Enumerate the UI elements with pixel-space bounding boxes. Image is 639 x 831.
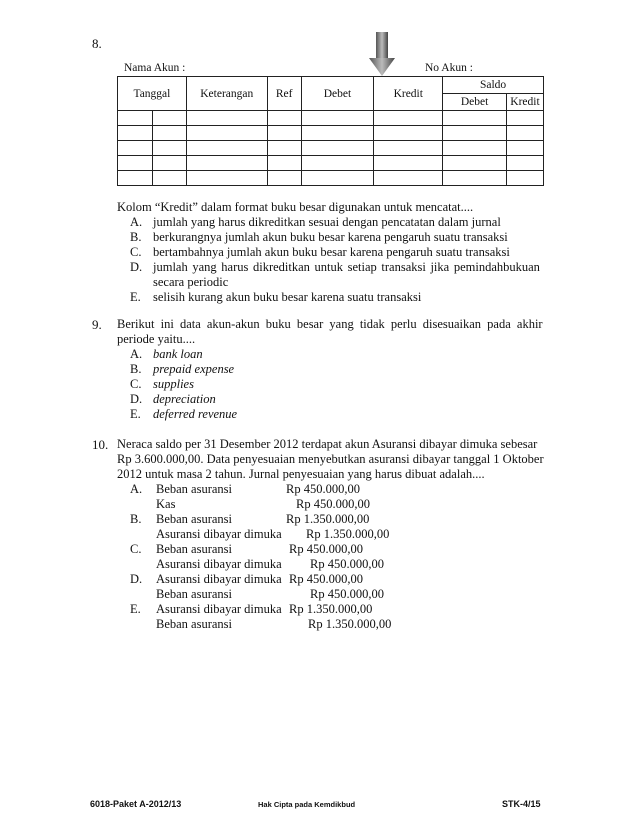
- table-row: [118, 156, 544, 171]
- q9-option-letter: B.: [130, 362, 142, 376]
- q9-option-letter: A.: [130, 347, 143, 361]
- header-ref: Ref: [267, 77, 301, 111]
- q10-e-account-1: Asuransi dibayar dimuka: [156, 602, 282, 616]
- q10-c-account-1: Beban asuransi: [156, 542, 233, 556]
- q9-option-b: prepaid expense: [153, 362, 235, 376]
- q10-c-amount-1: Rp 450.000,00: [289, 542, 363, 556]
- q10-option-letter: D.: [130, 572, 143, 586]
- table-row: [118, 126, 544, 141]
- q10-option-letter: E.: [130, 602, 141, 616]
- table-row: [118, 171, 544, 186]
- q8-option-b: berkurangnya jumlah akun buku besar karena pengaruh suatu transaksi: [153, 230, 508, 244]
- header-saldo-debet: Debet: [443, 94, 507, 111]
- header-keterangan: Keterangan: [186, 77, 267, 111]
- header-saldo-kredit: Kredit: [506, 94, 543, 111]
- question-10-number: 10.: [92, 437, 109, 452]
- table-row: [118, 111, 544, 126]
- q8-option-letter: B.: [130, 230, 142, 244]
- footer-right: STK-4/15: [502, 799, 541, 809]
- q9-option-e: deferred revenue: [153, 407, 238, 421]
- header-saldo: Saldo: [443, 77, 544, 94]
- q10-e-amount-1: Rp 1.350.000,00: [289, 602, 373, 616]
- q10-e-amount-2: Rp 1.350.000,00: [308, 617, 392, 631]
- ledger-table: [117, 76, 544, 186]
- q10-b-account-2: Asuransi dibayar dimuka: [156, 527, 282, 541]
- question-10-stem: Neraca saldo per 31 Desember 2012 terdapat akun Asuransi dibayar dimuka sebesar: [117, 437, 538, 451]
- q8-option-letter: D.: [130, 260, 143, 274]
- down-arrow-icon: [368, 32, 396, 78]
- q10-b-amount-2: Rp 1.350.000,00: [306, 527, 390, 541]
- q9-option-a: bank loan: [153, 347, 203, 361]
- nama-akun-label: Nama Akun :: [124, 62, 186, 74]
- question-8-stem: Kolom “Kredit” dalam format buku besar digunakan untuk mencatat....: [117, 200, 474, 214]
- question-9-number: 9.: [92, 317, 102, 332]
- header-kredit: Kredit: [374, 77, 443, 111]
- q10-e-account-2: Beban asuransi: [156, 617, 233, 631]
- q9-option-d: depreciation: [153, 392, 216, 406]
- q9-option-letter: D.: [130, 392, 143, 406]
- footer-left: 6018-Paket A-2012/13: [90, 799, 182, 809]
- no-akun-label: No Akun :: [425, 62, 473, 74]
- q10-d-amount-2: Rp 450.000,00: [310, 587, 384, 601]
- question-9-stem-cont: periode yaitu....: [117, 332, 196, 346]
- header-tanggal: Tanggal: [118, 77, 187, 111]
- q8-option-e: selisih kurang akun buku besar karena suatu transaksi: [153, 290, 422, 304]
- q10-option-letter: C.: [130, 542, 142, 556]
- q10-b-amount-1: Rp 1.350.000,00: [286, 512, 370, 526]
- q8-option-letter: A.: [130, 215, 143, 229]
- q8-option-letter: C.: [130, 245, 142, 259]
- q9-option-c: supplies: [153, 377, 194, 391]
- q10-b-account-1: Beban asuransi: [156, 512, 233, 526]
- q8-option-c: bertambahnya jumlah akun buku besar karena pengaruh suatu transaksi: [153, 245, 510, 259]
- question-9-stem: Berikut ini data akun-akun buku besar yang tidak perlu disesuaikan pada akhir: [117, 317, 543, 331]
- q10-a-amount-2: Rp 450.000,00: [296, 497, 370, 511]
- q10-a-amount-1: Rp 450.000,00: [286, 482, 360, 496]
- q9-option-letter: E.: [130, 407, 141, 421]
- header-debet: Debet: [301, 77, 374, 111]
- footer-center: Hak Cipta pada Kemdikbud: [258, 800, 356, 809]
- q10-d-account-2: Beban asuransi: [156, 587, 233, 601]
- question-10-stem-cont2: 2012 untuk masa 2 tahun. Jurnal penyesuaian yang harus dibuat adalah....: [117, 467, 485, 481]
- q10-c-amount-2: Rp 450.000,00: [310, 557, 384, 571]
- question-8-number: 8.: [92, 36, 102, 51]
- q10-a-account-1: Beban asuransi: [156, 482, 233, 496]
- q8-option-d-cont: secara periodic: [153, 275, 229, 289]
- q10-option-letter: A.: [130, 482, 143, 496]
- q10-option-letter: B.: [130, 512, 142, 526]
- q9-option-letter: C.: [130, 377, 142, 391]
- q8-option-letter: E.: [130, 290, 141, 304]
- q10-a-account-2: Kas: [156, 497, 176, 511]
- q10-d-amount-1: Rp 450.000,00: [289, 572, 363, 586]
- table-row: [118, 141, 544, 156]
- q10-c-account-2: Asuransi dibayar dimuka: [156, 557, 282, 571]
- q8-option-a: jumlah yang harus dikreditkan sesuai dengan pencatatan dalam jurnal: [153, 215, 501, 229]
- question-10-stem-cont: Rp 3.600.000,00. Data penyesuaian menyebutkan asuransi dibayar tanggal 1 Oktober: [117, 452, 544, 466]
- q10-d-account-1: Asuransi dibayar dimuka: [156, 572, 282, 586]
- q8-option-d: jumlah yang harus dikreditkan untuk setiap transaksi jika pemindahbukuan: [153, 260, 540, 274]
